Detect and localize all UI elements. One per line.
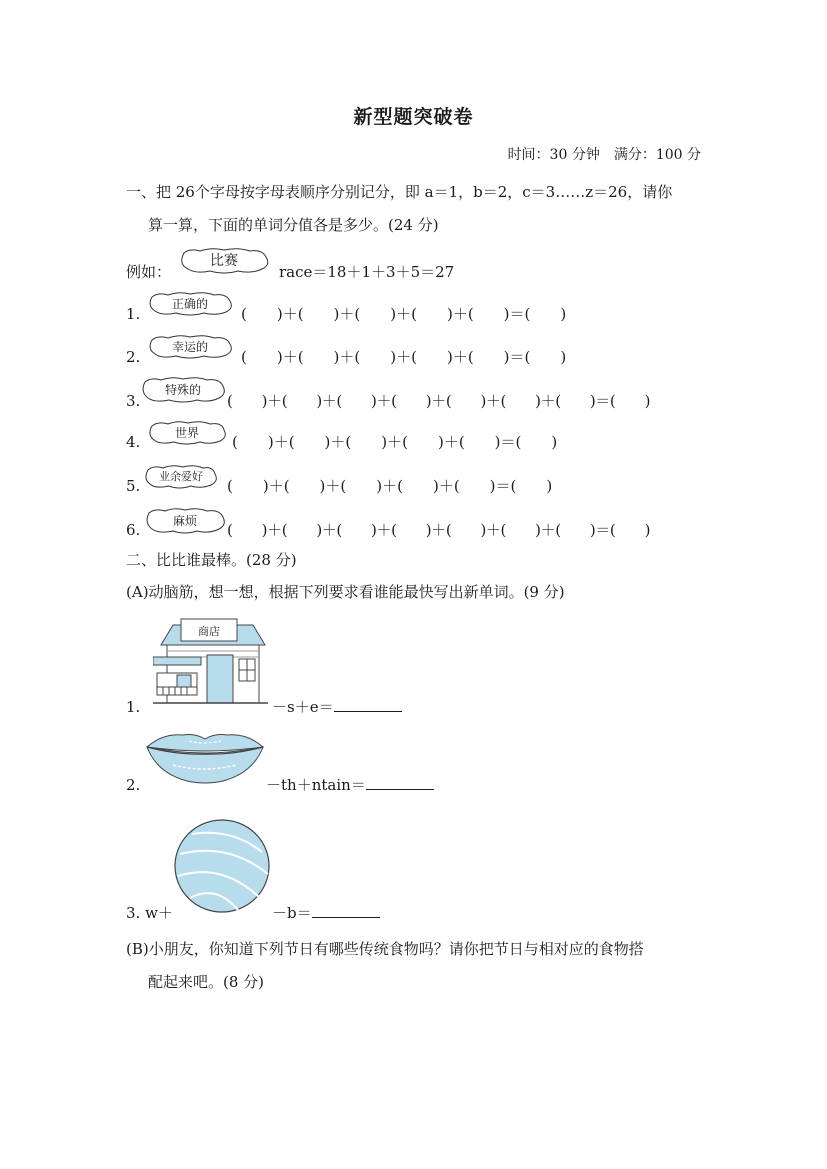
item-4-cloud-label: 世界 xyxy=(174,426,199,440)
item-3-number: 3. xyxy=(126,392,141,410)
item-5-formula[interactable]: ( )＋( )＋( )＋( )＋( )＝( ) xyxy=(227,477,553,495)
item-2-cloud-label: 幸运的 xyxy=(171,340,208,354)
item-4-number: 4. xyxy=(126,433,141,451)
item-4-cloud xyxy=(146,420,228,446)
item-5-number: 5. xyxy=(126,477,141,495)
lips-image xyxy=(143,729,267,787)
partA-item-3-formula: －b＝ xyxy=(272,902,380,924)
item-6-cloud-label: 麻烦 xyxy=(172,514,197,528)
example-cloud xyxy=(176,247,272,275)
item-6-formula[interactable]: ( )＋( )＋( )＋( )＋( )＋( )＋( )＝( ) xyxy=(227,521,651,539)
example-cloud-label: 比赛 xyxy=(210,253,238,269)
item-1-number: 1. xyxy=(126,305,141,323)
section2-partB-line1 xyxy=(126,938,644,960)
section2-heading: 二、比比谁最棒。(28 分) xyxy=(126,551,297,569)
item-3-cloud xyxy=(139,376,227,404)
partB-text-line2: 配起来吧。(8 分) xyxy=(148,973,265,991)
page-title: 新型题突破卷 xyxy=(353,106,474,128)
item-2-formula[interactable]: ( )＋( )＋( )＋( )＋( )＝( ) xyxy=(241,348,567,366)
item-5-cloud-label: 业余爱好 xyxy=(159,470,203,483)
item-2-cloud xyxy=(146,334,234,360)
partA-marker: (A) xyxy=(126,583,149,601)
store-sign-text: 商店 xyxy=(198,625,220,638)
item-3-cloud-label: 特殊的 xyxy=(164,383,201,397)
partA-item-3-number: 3. w＋ xyxy=(126,904,173,922)
item-2-number: 2. xyxy=(126,348,141,366)
ball-image xyxy=(172,818,272,914)
partA-item-2-formula: －th＋ntain＝ xyxy=(266,774,434,796)
section1-instruction-line1: 一、把 26个字母按字母表顺序分别记分，即 a＝1，b＝2，c＝3……z＝26，请你 xyxy=(126,183,673,201)
item-4-formula[interactable]: ( )＋( )＋( )＋( )＋( )＝( ) xyxy=(232,433,558,451)
partA-item-1-formula: －s＋e＝ xyxy=(272,696,402,718)
section1-instruction-line2: 算一算，下面的单词分值各是多少。(24 分) xyxy=(148,216,439,234)
partA-item-2-number: 2. xyxy=(126,776,141,794)
item-1-cloud-label: 正确的 xyxy=(171,297,208,311)
exam-meta: 时间：30 分钟 满分：100 分 xyxy=(507,147,701,163)
item-1-cloud xyxy=(146,291,234,317)
item-5-cloud xyxy=(143,464,219,490)
section2-partA-line xyxy=(126,581,565,603)
item-1-formula[interactable]: ( )＋( )＋( )＋( )＋( )＝( ) xyxy=(241,305,567,323)
example-formula: race＝18＋1＋3＋5＝27 xyxy=(279,263,455,281)
partB-text-line1: 小朋友，你知道下列节日有哪些传统食物吗？请你把节日与相对应的食物搭 xyxy=(148,940,644,958)
partA-item-3-answer-blank[interactable] xyxy=(312,903,380,918)
partA-item-1-number: 1. xyxy=(126,698,141,716)
item-6-cloud xyxy=(143,507,227,535)
item-6-number: 6. xyxy=(126,521,141,539)
partA-text: 动脑筋，想一想，根据下列要求看谁能最快写出新单词。(9 分) xyxy=(148,583,565,601)
partB-marker: (B) xyxy=(126,940,149,958)
item-3-formula[interactable]: ( )＋( )＋( )＋( )＋( )＋( )＋( )＝( ) xyxy=(227,392,651,410)
store-image xyxy=(153,617,268,707)
partA-item-2-answer-blank[interactable] xyxy=(366,775,434,790)
example-label: 例如： xyxy=(126,263,172,281)
partA-item-1-answer-blank[interactable] xyxy=(334,697,402,712)
